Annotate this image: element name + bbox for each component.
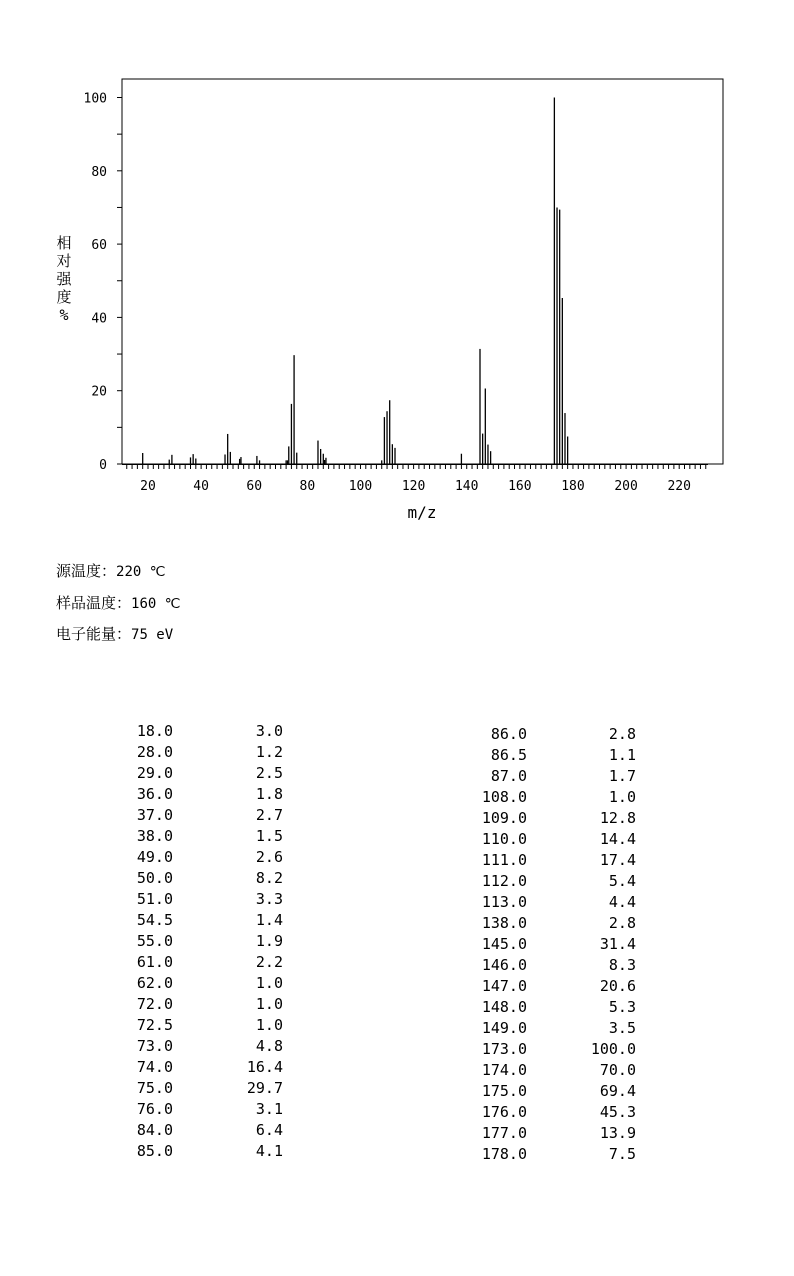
peak-intensity: 3.0 [255, 722, 283, 740]
peak-intensity: 70.0 [599, 1061, 636, 1079]
source-temperature [56, 562, 165, 581]
source-temperature-label: 源温度： [56, 562, 117, 580]
x-tick-label: 220 [667, 479, 691, 494]
mass-spectrum-chart [0, 0, 794, 540]
y-tick-label: 80 [91, 164, 107, 180]
peak-intensity: 17.4 [599, 851, 636, 869]
x-tick-label: 180 [561, 479, 585, 494]
peak-bars [143, 98, 568, 465]
peak-intensity: 1.9 [255, 932, 283, 950]
peak-mz: 146.0 [481, 956, 527, 974]
peak-intensity: 7.5 [608, 1145, 636, 1163]
peak-intensity: 1.4 [255, 911, 283, 929]
peak-mz: 61.0 [136, 953, 173, 971]
peak-intensity: 2.7 [255, 806, 283, 824]
peak-mz: 111.0 [481, 851, 527, 869]
y-axis [84, 92, 122, 474]
x-axis-label: m/z [407, 503, 437, 522]
sample-temperature-label: 样品温度： [56, 594, 132, 612]
peak-mz: 86.5 [490, 746, 527, 764]
peak-intensity: 4.8 [255, 1037, 283, 1055]
peak-intensity: 4.4 [608, 893, 636, 911]
peak-intensity: 2.6 [255, 848, 283, 866]
x-axis [122, 464, 708, 494]
y-tick-label: 100 [83, 91, 107, 107]
peak-intensity: 1.7 [608, 767, 636, 785]
peak-intensity: 2.8 [608, 725, 636, 743]
peak-intensity: 29.7 [246, 1079, 283, 1097]
peak-intensity: 3.3 [255, 890, 283, 908]
peak-intensity: 5.4 [608, 872, 636, 890]
peak-intensity: 4.1 [255, 1142, 283, 1160]
peak-mz: 110.0 [481, 830, 527, 848]
peak-mz: 149.0 [481, 1019, 527, 1037]
peak-intensity: 100.0 [590, 1040, 636, 1058]
peak-intensity: 12.8 [599, 809, 636, 827]
peak-mz: 49.0 [136, 848, 173, 866]
electron-energy-value: 75 eV [131, 627, 174, 643]
peak-intensity: 1.0 [255, 1016, 283, 1034]
peak-mz: 18.0 [136, 722, 173, 740]
plot-frame [122, 79, 723, 464]
peak-intensity: 20.6 [599, 977, 636, 995]
peak-mz: 72.0 [136, 995, 173, 1013]
peak-mz: 72.5 [136, 1016, 173, 1034]
peak-intensity: 16.4 [246, 1058, 283, 1076]
y-axis-label: 相对强度% [56, 234, 72, 324]
peak-intensity: 1.1 [608, 746, 636, 764]
peak-intensity: 2.5 [255, 764, 283, 782]
peak-mz: 112.0 [481, 872, 527, 890]
y-tick-label: 40 [91, 311, 107, 327]
peak-mz: 145.0 [481, 935, 527, 953]
peak-mz: 178.0 [481, 1145, 527, 1163]
electron-energy [56, 625, 173, 644]
peak-mz: 85.0 [136, 1142, 173, 1160]
x-tick-label: 60 [246, 479, 263, 494]
peak-mz: 109.0 [481, 809, 527, 827]
peak-intensity: 5.3 [608, 998, 636, 1016]
peak-mz: 175.0 [481, 1082, 527, 1100]
peak-mz: 113.0 [481, 893, 527, 911]
peak-mz: 176.0 [481, 1103, 527, 1121]
peak-intensity: 69.4 [599, 1082, 636, 1100]
x-tick-label: 40 [193, 479, 209, 494]
peak-mz: 108.0 [481, 788, 527, 806]
peak-mz: 62.0 [136, 974, 173, 992]
source-temperature-value: 220 ℃ [116, 564, 166, 580]
y-tick-label: 0 [99, 458, 107, 473]
peak-mz: 73.0 [136, 1037, 173, 1055]
peak-intensity: 6.4 [255, 1121, 283, 1139]
sample-temperature-value: 160 ℃ [131, 596, 181, 612]
peak-mz: 38.0 [136, 827, 173, 845]
peak-intensity: 1.5 [255, 827, 283, 845]
peak-intensity: 13.9 [599, 1124, 636, 1142]
peak-intensity: 8.3 [608, 956, 636, 974]
peak-intensity: 8.2 [255, 869, 283, 887]
peak-mz: 148.0 [481, 998, 527, 1016]
peak-intensity: 1.2 [255, 743, 283, 761]
x-tick-label: 140 [454, 479, 479, 494]
peak-intensity: 1.0 [255, 974, 283, 992]
x-tick-label: 120 [401, 479, 426, 494]
peak-intensity: 3.1 [255, 1100, 283, 1118]
peak-mz: 177.0 [481, 1124, 527, 1142]
peak-mz: 51.0 [136, 890, 173, 908]
peak-mz: 87.0 [490, 767, 527, 785]
x-tick-label: 160 [508, 479, 532, 494]
peak-intensity: 1.8 [255, 785, 283, 803]
peak-intensity: 31.4 [599, 935, 636, 953]
x-tick-label: 200 [614, 479, 638, 494]
peak-mz: 84.0 [136, 1121, 173, 1139]
peak-intensity: 14.4 [599, 830, 636, 848]
peak-mz: 75.0 [136, 1079, 173, 1097]
peak-mz: 28.0 [136, 743, 173, 761]
peak-mz: 138.0 [481, 914, 527, 932]
electron-energy-label: 电子能量： [56, 625, 132, 643]
x-tick-label: 20 [140, 479, 156, 494]
peak-mz: 147.0 [481, 977, 527, 995]
peak-intensity: 1.0 [608, 788, 636, 806]
peak-intensity: 2.2 [255, 953, 283, 971]
peak-mz: 76.0 [136, 1100, 173, 1118]
peak-mz: 174.0 [481, 1061, 527, 1079]
peak-mz: 54.5 [136, 911, 173, 929]
sample-temperature [56, 594, 180, 613]
peak-intensity: 3.5 [608, 1019, 636, 1037]
peak-mz: 86.0 [490, 725, 527, 743]
peak-mz: 50.0 [136, 869, 173, 887]
peak-mz: 36.0 [136, 785, 173, 803]
peak-mz: 37.0 [136, 806, 173, 824]
peak-intensity: 2.8 [608, 914, 636, 932]
peak-mz: 173.0 [481, 1040, 527, 1058]
y-tick-label: 60 [91, 238, 107, 254]
y-tick-label: 20 [91, 384, 107, 400]
peak-mz: 55.0 [136, 932, 173, 950]
peak-mz: 74.0 [136, 1058, 173, 1076]
peak-intensity: 1.0 [255, 995, 283, 1013]
peak-mz: 29.0 [136, 764, 173, 782]
x-tick-label: 100 [348, 479, 373, 494]
peak-intensity: 45.3 [599, 1103, 636, 1121]
x-tick-label: 80 [299, 479, 316, 494]
